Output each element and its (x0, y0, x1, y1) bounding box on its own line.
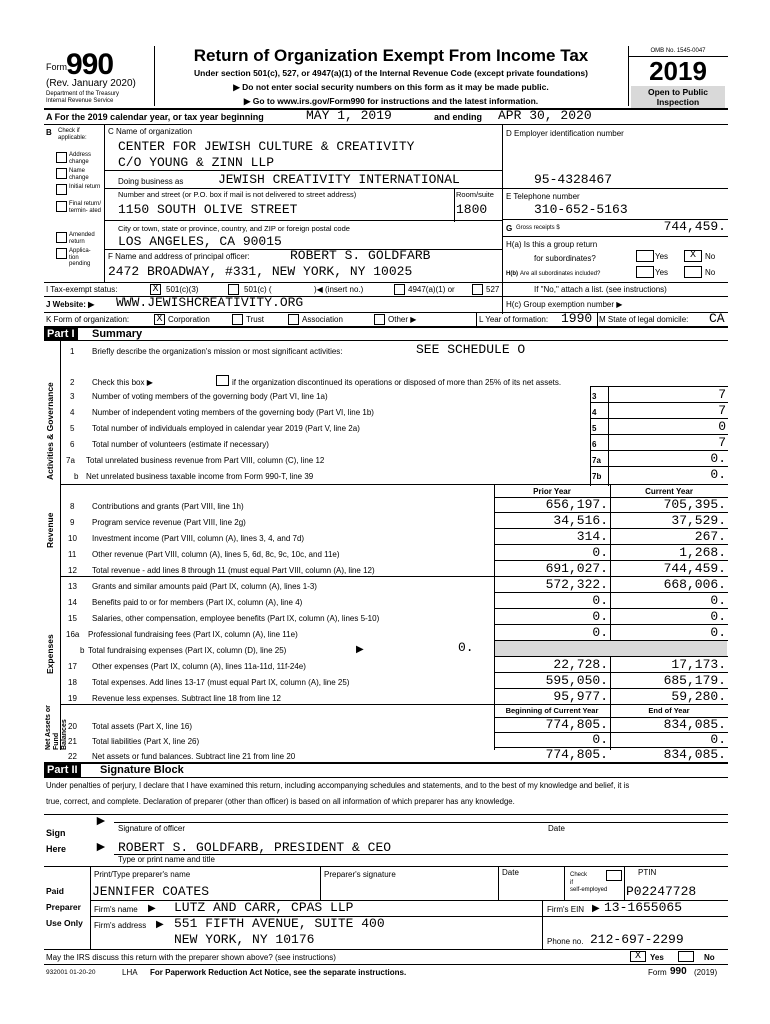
form-subtitle: Under section 501(c), 527, or 4947(a)(1) of the Internal Revenue Code (except private foundations) (194, 68, 588, 78)
line1-text: Briefly describe the organization's mission or most significant activities: (92, 347, 343, 356)
corporation-label: Corporation (168, 315, 210, 324)
line16b-value[interactable]: 0. (458, 640, 474, 655)
preparer-label: Preparer (46, 902, 81, 912)
initial-return-label: Initial return (69, 184, 101, 190)
part1-title: Summary (92, 328, 143, 340)
line11-text: Other revenue (Part VIII, column (A), lines 5, 6d, 8c, 9c, 10c, and 11e) (92, 550, 340, 559)
sign-label: Sign (46, 828, 66, 838)
line14-prior[interactable]: 0. (592, 593, 608, 608)
subordinates-yes-label: Yes (655, 268, 669, 277)
form-990-page (44, 44, 728, 984)
discontinued-checkbox[interactable] (216, 375, 229, 386)
line3-value[interactable]: 7 (718, 387, 726, 402)
line9-number: 9 (70, 518, 75, 527)
year-formation-label: L Year of formation: (479, 315, 549, 324)
use-only-label: Use Only (46, 918, 83, 928)
self-employed-label: self-employed (570, 887, 608, 893)
gross-receipts-label: Gross receipts $ (516, 225, 560, 231)
ssn-warning: ▶ Do not enter social security numbers on this form as it may be made public. (233, 82, 549, 92)
line11-prior[interactable]: 0. (592, 545, 608, 560)
self-employed-checkbox[interactable] (606, 870, 622, 881)
firm-address-1[interactable]: 551 FIFTH AVENUE, SUITE 400 (174, 916, 385, 931)
group-exemption-label: H(c) Group exemption number ▶ (506, 300, 623, 309)
501c3-checkbox[interactable]: X (150, 284, 161, 295)
form-of-org-label: K Form of organization: (46, 315, 130, 324)
preparer-date-label: Date (502, 868, 519, 877)
line9-prior[interactable]: 34,516. (553, 513, 608, 528)
line7b-value[interactable]: 0. (710, 467, 726, 482)
phone-value[interactable]: 310-652-5163 (534, 202, 628, 217)
line12-current[interactable]: 744,459. (663, 561, 726, 576)
domicile-label: M State of legal domicile: (599, 315, 689, 324)
ptin-label: PTIN (638, 868, 657, 877)
line3-box: 3 (592, 392, 597, 401)
line5-value[interactable]: 0 (718, 419, 726, 434)
footer-form-year: (2019) (694, 968, 718, 977)
penalty-statement-1: Under penalties of perjury, I declare that I have examined this return, including accompanying schedules and statements, and to the best of my knowledge and belief, it is (46, 781, 630, 790)
line10-current[interactable]: 267. (694, 529, 726, 544)
discuss-yes-label: Yes (650, 953, 664, 962)
lha-label: LHA (122, 968, 138, 977)
line16b-arrow-icon: ▶ (356, 644, 364, 655)
line17-prior[interactable]: 22,728. (553, 657, 608, 672)
and-ending-label: and ending (434, 112, 482, 122)
line4-number: 4 (70, 408, 75, 417)
line7b-box: 7b (592, 472, 602, 481)
amended-return-checkbox[interactable] (56, 232, 67, 243)
527-label: 527 (486, 285, 500, 294)
hb-letter: H(b) (506, 271, 518, 277)
line7a-value[interactable]: 0. (710, 451, 726, 466)
line20-prior[interactable]: 774,805. (545, 717, 608, 732)
subordinates-yes-checkbox[interactable] (636, 266, 654, 278)
line21-text: Total liabilities (Part X, line 26) (92, 737, 200, 746)
officer-name-title[interactable]: ROBERT S. GOLDFARB, PRESIDENT & CEO (118, 840, 392, 855)
applicable-label: applicable: (58, 135, 87, 141)
omb-number: OMB No. 1545-0047 (650, 48, 706, 54)
line4-value[interactable]: 7 (718, 403, 726, 418)
line16a-number: 16a (66, 630, 80, 639)
name-change-checkbox[interactable] (56, 168, 67, 179)
form-code: 932001 01-20-20 (46, 969, 96, 976)
association-checkbox[interactable] (288, 314, 299, 325)
line19-current[interactable]: 59,280. (671, 689, 726, 704)
line5-number: 5 (70, 424, 75, 433)
line16a-prior[interactable]: 0. (592, 625, 608, 640)
line19-text: Revenue less expenses. Subtract line 18 from line 12 (92, 694, 281, 703)
street-label: Number and street (or P.O. box if mail is not delivered to street address) (118, 190, 357, 199)
line13-text: Grants and similar amounts paid (Part IX, column (A), lines 1-3) (92, 582, 317, 591)
officer-address[interactable]: 2472 BROADWAY, #331, NEW YORK, NY 10025 (108, 264, 413, 279)
line12-prior[interactable]: 691,027. (545, 561, 608, 576)
amended-return-label: Amended return (69, 232, 95, 245)
line6-text: Total number of volunteers (estimate if necessary) (92, 440, 269, 449)
line18-number: 18 (68, 678, 77, 687)
sidebar-net-assets: Net Assets or Fund Balances (45, 705, 68, 750)
form-title: Return of Organization Exempt From Income Tax (193, 46, 589, 65)
org-name-line1[interactable]: CENTER FOR JEWISH CULTURE & CREATIVITY (118, 139, 415, 154)
line16a-text: Professional fundraising fees (Part IX, column (A), line 11e) (88, 630, 298, 639)
firm-address-label: Firm's address (94, 921, 147, 930)
line8-prior[interactable]: 656,197. (545, 497, 608, 512)
line2-text-a: Check this box ▶ (92, 378, 153, 387)
final-return-checkbox[interactable] (56, 201, 67, 212)
domicile-value[interactable]: CA (709, 311, 725, 326)
line19-number: 19 (68, 694, 77, 703)
irs-label: Internal Revenue Service (46, 98, 114, 104)
line7a-text: Total unrelated business revenue from Part VIII, column (C), line 12 (86, 456, 325, 465)
end-of-year-header: End of Year (648, 706, 690, 715)
if-no-attach-label: If "No," attach a list. (see instructions) (534, 285, 667, 294)
line15-number: 15 (68, 614, 77, 623)
line5-box: 5 (592, 424, 597, 433)
beginning-year-header: Beginning of Current Year (505, 706, 599, 715)
line22-prior[interactable]: 774,805. (545, 747, 608, 762)
association-label: Association (302, 315, 343, 324)
part2-title: Signature Block (100, 764, 184, 776)
line13-number: 13 (68, 582, 77, 591)
4947-checkbox[interactable] (394, 284, 405, 295)
gross-receipts-letter: G (506, 224, 513, 233)
line7b-number: b (74, 472, 79, 481)
final-return-label: Final return/ termin- ated (69, 201, 102, 214)
discuss-no-checkbox[interactable] (678, 951, 694, 962)
preparer-name[interactable]: JENNIFER COATES (92, 884, 210, 899)
tax-exempt-label: I Tax-exempt status: (46, 285, 118, 294)
line16b-number: b (80, 646, 85, 655)
line15-prior[interactable]: 0. (592, 609, 608, 624)
line9-current[interactable]: 37,529. (671, 513, 726, 528)
name-arrow-icon: ► (94, 838, 108, 854)
application-pending-label: Applica- tion pending (69, 248, 91, 268)
line11-current[interactable]: 1,268. (679, 545, 726, 560)
527-checkbox[interactable] (472, 284, 483, 295)
line16a-current[interactable]: 0. (710, 625, 726, 640)
group-return-label: H(a) Is this a group return (506, 240, 598, 249)
org-name-label: C Name of organization (108, 127, 193, 136)
line10-text: Investment income (Part VIII, column (A), lines 3, 4, and 7d) (92, 534, 305, 543)
paperwork-notice: For Paperwork Reduction Act Notice, see the separate instructions. (150, 968, 407, 977)
line17-text: Other expenses (Part IX, column (A), lines 11a-11d, 11f-24e) (92, 662, 306, 671)
line22-text: Net assets or fund balances. Subtract line 21 from line 20 (92, 752, 296, 761)
line18-current[interactable]: 685,179. (663, 673, 726, 688)
line6-number: 6 (70, 440, 75, 449)
sidebar-expenses: Expenses (45, 634, 55, 674)
line3-text: Number of voting members of the governing body (Part VI, line 1a) (92, 392, 328, 401)
dba-value[interactable]: JEWISH CREATIVITY INTERNATIONAL (218, 172, 460, 187)
line-a-label: A For the 2019 calendar year, or tax year beginning (46, 112, 264, 122)
line17-current[interactable]: 17,173. (671, 657, 726, 672)
501c-checkbox[interactable] (228, 284, 239, 295)
street-value[interactable]: 1150 SOUTH OLIVE STREET (118, 202, 298, 217)
line8-text: Contributions and grants (Part VIII, line 1h) (92, 502, 244, 511)
phone-label: E Telephone number (506, 192, 580, 201)
firm-ein-label: Firm's EIN (547, 905, 585, 914)
instructions-link[interactable]: ▶ Go to www.irs.gov/Form990 for instructions and the latest information. (243, 96, 539, 106)
501c3-label: 501(c)(3) (166, 285, 199, 294)
line22-current[interactable]: 834,085. (663, 747, 726, 762)
line13-prior[interactable]: 572,322. (545, 577, 608, 592)
line2-number: 2 (70, 378, 75, 387)
trust-checkbox[interactable] (232, 314, 243, 325)
city-label: City or town, state or province, country, and ZIP or foreign postal code (118, 224, 350, 233)
current-year-header: Current Year (645, 487, 693, 496)
discuss-no-label: No (704, 953, 715, 962)
line22-number: 22 (68, 752, 77, 761)
ein-value[interactable]: 95-4328467 (534, 172, 613, 187)
footer-form-number: 990 (670, 966, 687, 977)
initial-return-checkbox[interactable] (56, 184, 67, 195)
other-label: Other ▶ (388, 315, 417, 324)
discuss-question: May the IRS discuss this return with the preparer shown above? (see instructions) (46, 953, 336, 962)
room-value[interactable]: 1800 (456, 202, 488, 217)
if-label: if (570, 880, 573, 886)
line6-value[interactable]: 7 (718, 435, 726, 450)
firm-name-label: Firm's name (94, 905, 138, 914)
city-value[interactable]: LOS ANGELES, CA 90015 (118, 234, 282, 249)
tax-year-end[interactable]: APR 30, 2020 (498, 108, 592, 123)
line8-number: 8 (70, 502, 75, 511)
org-name-line2[interactable]: C/O YOUNG & ZINN LLP (118, 155, 275, 170)
line14-text: Benefits paid to or for members (Part IX, column (A), line 4) (92, 598, 303, 607)
address-change-checkbox[interactable] (56, 152, 67, 163)
part1-label: Part I (44, 327, 78, 341)
line19-prior[interactable]: 95,977. (553, 689, 608, 704)
form-word: Form (46, 62, 67, 72)
website-label: J Website: ▶ (46, 300, 95, 309)
4947-label: 4947(a)(1) or (408, 285, 455, 294)
section-b-label: B (46, 128, 52, 137)
line21-current[interactable]: 0. (710, 732, 726, 747)
line18-text: Total expenses. Add lines 13-17 (must equal Part IX, column (A), line 25) (92, 678, 350, 687)
subordinates-no-checkbox[interactable] (684, 266, 702, 278)
footer-form-word: Form (648, 968, 667, 977)
tax-year-begin[interactable]: MAY 1, 2019 (306, 108, 392, 123)
officer-label: F Name and address of principal officer: (108, 252, 250, 261)
line12-number: 12 (68, 566, 77, 575)
line7a-box: 7a (592, 456, 601, 465)
line18-prior[interactable]: 595,050. (545, 673, 608, 688)
sidebar-activities-governance: Activities & Governance (45, 382, 55, 480)
line21-number: 21 (68, 737, 77, 746)
gross-receipts-value[interactable]: 744,459. (663, 219, 726, 234)
group-return-no-label: No (705, 252, 716, 261)
line20-number: 20 (68, 722, 77, 731)
line4-box: 4 (592, 408, 597, 417)
insert-no-label: )◀ (insert no.) (314, 285, 364, 294)
line8-current[interactable]: 705,395. (663, 497, 726, 512)
sidebar-revenue: Revenue (45, 512, 55, 548)
line16b-shaded-area (495, 641, 727, 656)
line11-number: 11 (68, 550, 77, 559)
line5-text: Total number of individuals employed in calendar year 2019 (Part V, line 2a) (92, 424, 360, 433)
sign-arrow-icon: ► (94, 812, 108, 828)
firm-address-2[interactable]: NEW YORK, NY 10176 (174, 932, 315, 947)
line14-number: 14 (68, 598, 77, 607)
phone-no-label: Phone no. (547, 937, 584, 946)
line13-current[interactable]: 668,006. (663, 577, 726, 592)
line7a-number: 7a (66, 456, 75, 465)
part2-label: Part II (44, 763, 81, 777)
form-number: 990 (66, 48, 114, 81)
discuss-yes-checkbox[interactable]: X (630, 951, 646, 962)
address-change-label: Address change (69, 152, 92, 165)
application-pending-checkbox[interactable] (56, 248, 67, 259)
room-label: Room/suite (456, 190, 494, 199)
trust-label: Trust (246, 315, 264, 324)
prior-year-header: Prior Year (533, 487, 571, 496)
subordinates-included-label: Are all subordinates included? (520, 271, 601, 277)
line14-current[interactable]: 0. (710, 593, 726, 608)
line12-text: Total revenue - add lines 8 through 11 (must equal Part VIII, column (A), line 12) (92, 566, 375, 575)
inspection-label: Inspection (656, 97, 700, 107)
firm-name[interactable]: LUTZ AND CARR, CPAS LLP (174, 900, 354, 915)
subordinates-no-label: No (705, 268, 716, 277)
line1-number: 1 (70, 347, 75, 356)
type-name-label: Type or print name and title (118, 855, 215, 864)
line17-number: 17 (68, 662, 77, 671)
line20-current[interactable]: 834,085. (663, 717, 726, 732)
penalty-statement-2: true, correct, and complete. Declaration of preparer (other than officer) is based on all information of which preparer has any knowledge. (46, 797, 515, 806)
tax-year: 2019 (649, 56, 707, 86)
for-subordinates-label: for subordinates? (534, 254, 596, 263)
corporation-checkbox[interactable]: X (154, 314, 165, 325)
preparer-name-label: Print/Type preparer's name (94, 870, 191, 879)
dba-label: Doing business as (118, 177, 184, 186)
ein-label: D Employer identification number (506, 129, 624, 138)
firm-ein-arrow-icon: ▶ (592, 903, 600, 914)
group-return-yes-checkbox[interactable] (636, 250, 654, 262)
preparer-ptin[interactable]: P02247728 (626, 884, 697, 899)
year-formation-value[interactable]: 1990 (561, 311, 593, 326)
line21-prior[interactable]: 0. (592, 732, 608, 747)
line4-text: Number of independent voting members of the governing body (Part VI, line 1b) (92, 408, 374, 417)
check-if-label: Check if (58, 128, 80, 134)
line6-box: 6 (592, 440, 597, 449)
officer-name[interactable]: ROBERT S. GOLDFARB (290, 248, 431, 263)
501c-label: 501(c) ( (244, 285, 272, 294)
line1-value[interactable]: SEE SCHEDULE O (416, 342, 526, 357)
group-return-yes-label: Yes (655, 252, 669, 261)
line15-current[interactable]: 0. (710, 609, 726, 624)
line2-text-b: if the organization discontinued its operations or disposed of more than 25% of its net assets. (232, 378, 562, 387)
line15-text: Salaries, other compensation, employee benefits (Part IX, column (A), lines 5-10) (92, 614, 380, 623)
line20-text: Total assets (Part X, line 16) (92, 722, 193, 731)
paid-label: Paid (46, 886, 64, 896)
firm-ein[interactable]: 13-1655065 (604, 900, 683, 915)
line16b-text: Total fundraising expenses (Part IX, column (D), line 25) (88, 646, 287, 655)
firm-name-arrow-icon: ▶ (148, 903, 156, 914)
website-value[interactable]: WWW.JEWISHCREATIVITY.ORG (116, 295, 304, 310)
line3-number: 3 (70, 392, 75, 401)
open-to-public: Open to Public (648, 87, 708, 97)
dept-treasury: Department of the Treasury (46, 91, 120, 97)
here-label: Here (46, 844, 67, 854)
signature-officer-label: Signature of officer (118, 824, 186, 833)
preparer-phone[interactable]: 212-697-2299 (590, 932, 684, 947)
line10-number: 10 (68, 534, 77, 543)
firm-address-arrow-icon: ▶ (156, 919, 164, 930)
signature-date-label: Date (548, 824, 565, 833)
form-rev: (Rev. January 2020) (46, 78, 136, 89)
name-change-label: Name change (69, 168, 89, 181)
line7b-text: Net unrelated business taxable income from Form 990-T, line 39 (86, 472, 314, 481)
other-checkbox[interactable] (374, 314, 385, 325)
line9-text: Program service revenue (Part VIII, line 2g) (92, 518, 246, 527)
check-label: Check (570, 872, 588, 878)
group-return-no-checkbox[interactable]: X (684, 250, 702, 262)
preparer-signature-label: Preparer's signature (324, 870, 396, 879)
line10-prior[interactable]: 314. (576, 529, 608, 544)
